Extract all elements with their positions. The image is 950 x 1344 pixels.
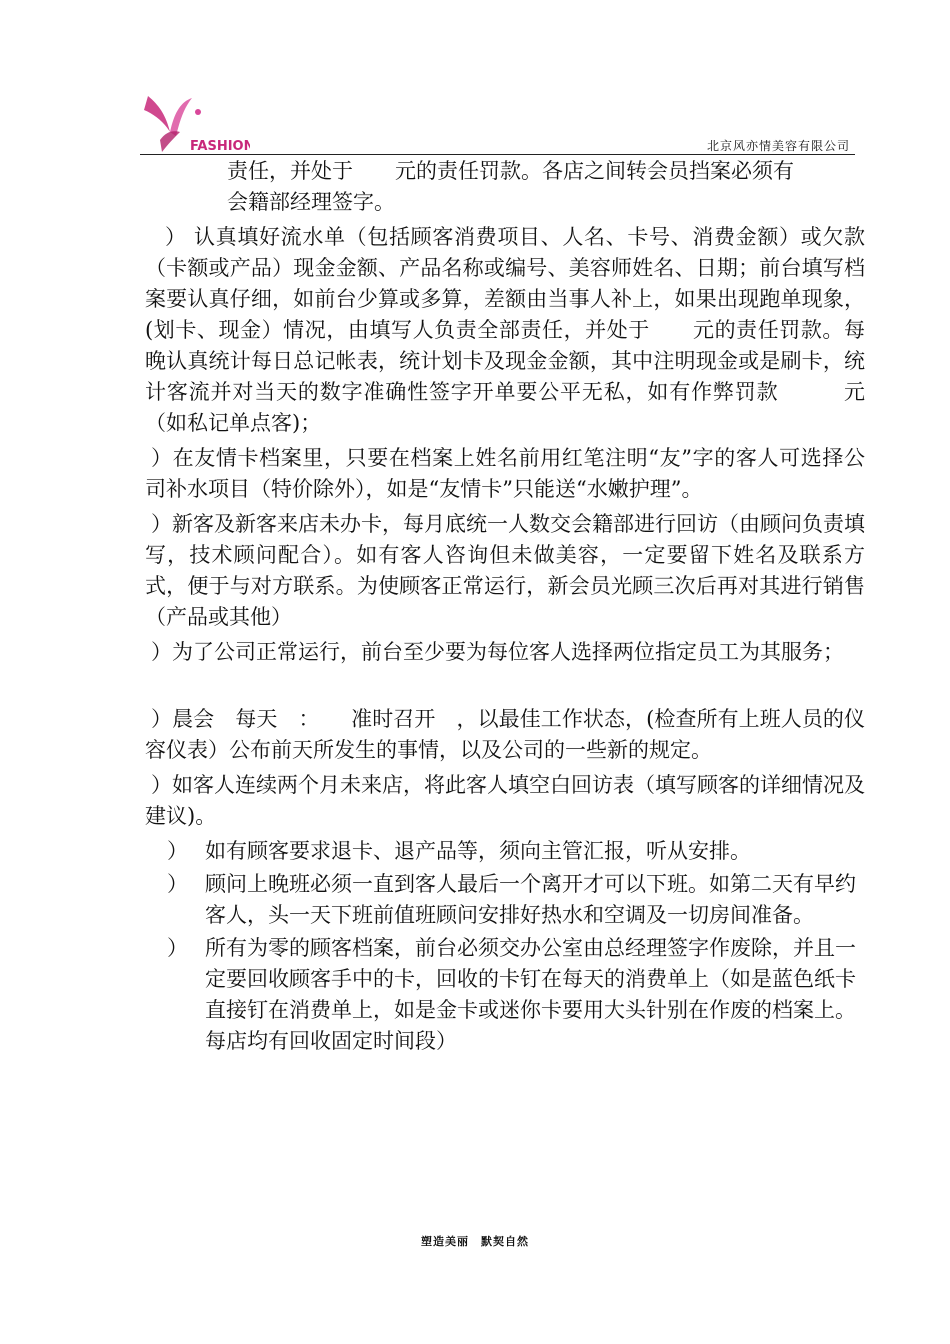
- list-item-zero-balance: [145, 933, 865, 1057]
- paragraph-flow-sheet: ） 认真填好流水单（包括顾客消费项目、人名、卡号、消费金额）或欠款（卡额或产品）现金金额、产品名称或编号、美容师姓名、日期；前台填写档案要认真仔细，如前台少算或多算，差额由当事人补上，如果出现跑单现象，(划卡、现金）情况，由填写人负责全部责任，并处于 元的责任罚款。每晚认真统计每日总记帐表，统计划卡及现金金额，其中注明现金或是刷卡，统计客流并对当天的数字准确性签字开单要公平无私，如有作弊罚款 元（如私记单点客)；: [145, 225, 865, 435]
- blank-gap: [145, 672, 865, 704]
- list-item-night-shift: [145, 869, 865, 931]
- paragraph-continued-line-2: 会籍部经理签字。: [227, 190, 395, 214]
- header-rule: [140, 154, 855, 155]
- document-body: [145, 156, 865, 1059]
- paragraph-new-customers: ）新客及新客来店未办卡，每月底统一人数交会籍部进行回访（由顾问负责填写，技术顾问配合）。如有客人咨询但未做美容，一定要留下姓名及联系方式，便于与对方联系。为使顾客正常运行，新会员光顾三次后再对其进行销售（产品或其他）: [145, 512, 865, 629]
- footer-slogan: 塑造美丽 默契自然: [421, 1235, 529, 1248]
- list-item-text: 顾问上晚班必须一直到客人最后一个离开才可以下班。如第二天有早约客人，头一天下班前值班顾问安排好热水和空调及一切房间准备。: [205, 872, 856, 927]
- paragraph-continued-line-1: 责任，并处于 元的责任罚款。各店之间转会员挡案必须有: [227, 159, 794, 183]
- company-name: 北京风亦情美容有限公司: [706, 139, 850, 153]
- paragraph-front-desk-service: ）为了公司正常运行，前台至少要为每位客人选择两位指定员工为其服务；: [151, 640, 844, 664]
- list-item-text: 如有顾客要求退卡、退产品等，须向主管汇报，听从安排。: [205, 839, 751, 863]
- logo-text: FASHION: [190, 139, 250, 154]
- list-marker: ）: [167, 839, 188, 863]
- list-item-text: 所有为零的顾客档案，前台必须交办公室由总经理签字作废除，并且一定要回收顾客手中的卡，回收的卡钉在每天的消费单上（如是蓝色纸卡直接钉在消费单上，如是金卡或迷你卡要用大头针别在作废的档案上。每店均有回收固定时间段）: [205, 936, 856, 1053]
- paragraph-friend-card: ）在友情卡档案里，只要在档案上姓名前用红笔注明“友”字的客人可选择公司补水项目（特价除外），如是“友情卡”只能送“水嫩护理”。: [145, 446, 865, 501]
- list-item-refund: [145, 836, 865, 867]
- paragraph-morning-meeting: ）晨会 每天 ： 准时召开 ，以最佳工作状态，(检查所有上班人员的仪容仪表）公布前天所发生的事情，以及公司的一些新的规定。: [145, 707, 865, 762]
- paragraph-revisit-form: ）如客人连续两个月未来店，将此客人填空白回访表（填写顾客的详细情况及建议)。: [145, 773, 865, 828]
- list-marker: ）: [167, 936, 188, 960]
- company-logo: [140, 92, 250, 160]
- list-marker: ）: [167, 872, 188, 896]
